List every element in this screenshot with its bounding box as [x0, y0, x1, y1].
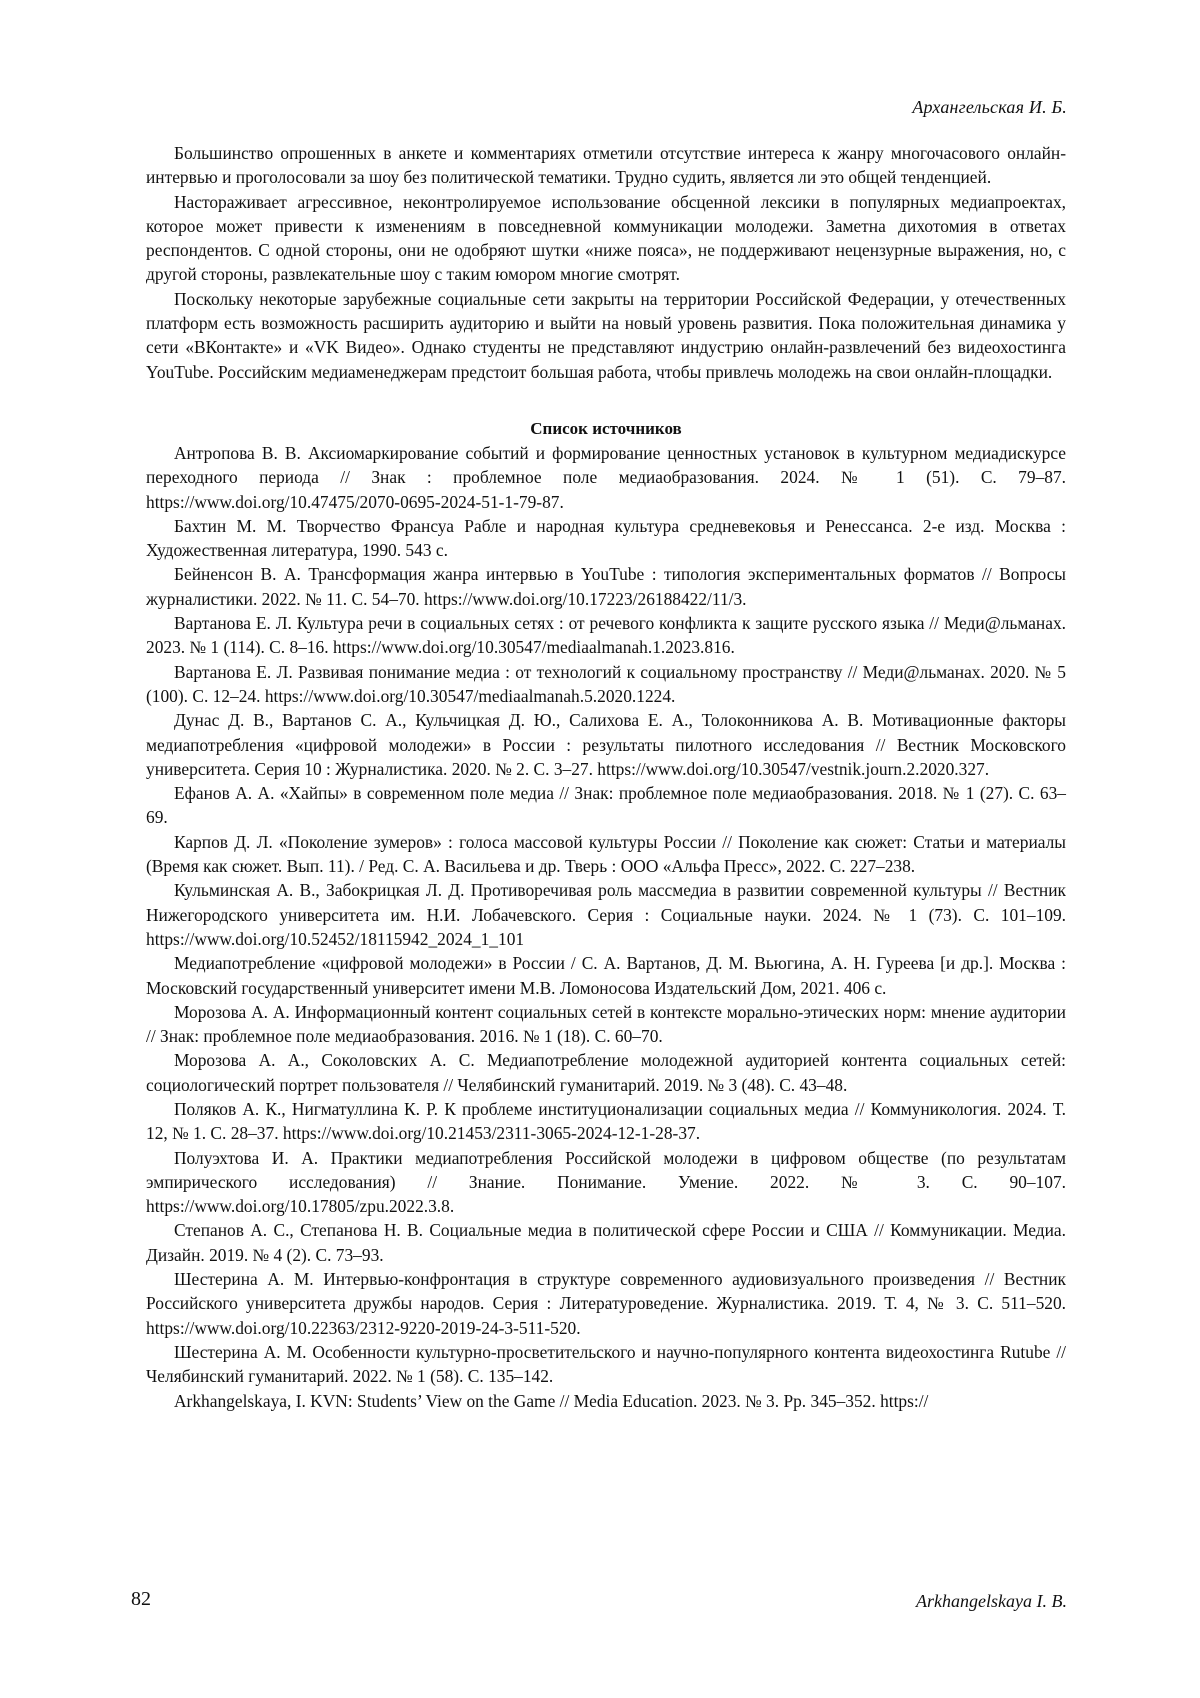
references-heading: Список источников	[530, 418, 682, 438]
reference-item: Вартанова Е. Л. Культура речи в социальных сетях : от речевого конфликта к защите русского языка // Меди@льманах. 2023. № 1 (114). С. 8–16. https://www.doi.org/10.30547/mediaalmanah.1.2023.816.	[146, 613, 1066, 658]
reference-item: Карпов Д. Л. «Поколение зумеров» : голоса массовой культуры России // Поколение как сюжет: Статьи и материалы (Время как сюжет. Вып. 11). / Ред. С. А. Васильева и др. Тверь : ООО «Альфа Пресс», 2022. С. 227–238.	[146, 831, 1066, 877]
reference-item: Бахтин М. М. Творчество Франсуа Рабле и народная культура средневековья и Ренессанса. 2-е изд. Москва : Художественная литература, 1990. 543 с.	[146, 515, 1066, 561]
reference-item: Шестерина А. М. Особенности культурно-просветительского и научно-популярного контента видеохостинга Rutube // Челябинский гуманитарий. 2022. № 1 (58). С. 135–142.	[146, 1341, 1066, 1387]
page-number: 82	[131, 1588, 151, 1610]
reference-item: Поляков А. К., Нигматуллина К. Р. К проблеме институционализации социальных медиа // Коммуникология. 2024. Т. 12, № 1. С. 28–37. https://www.doi.org/10.21453/2311-3065-2024-12-1-28-37.	[146, 1098, 1066, 1144]
reference-item: Кульминская А. В., Забокрицкая Л. Д. Противоречивая роль массмедиа в развитии современной культуры // Вестник Нижегородского университета им. Н.И. Лобачевского. Серия : Социальные науки. 2024. № 1 (73). С. 101–109. https://www.doi.org/10.52452/18115942_2024_1_101	[146, 880, 1066, 949]
reference-item: Шестерина А. М. Интервью-конфронтация в структуре современного аудиовизуального произведения // Вестник Российского университета дружбы народов. Серия : Литературоведение. Журналистика. 2019. Т. 4, № 3. С. 511–520. https://www.doi.org/10.22363/2312-9220-2019-24-3-511-520.	[146, 1269, 1066, 1338]
reference-item: Полуэхтова И. А. Практики медиапотребления Российской молодежи в цифровом обществе (по результатам эмпирического исследования) // Знание. Понимание. Умение. 2022. № 3. С. 90–107. https://www.doi.org/10.17805/zpu.2022.3.8.	[146, 1147, 1066, 1217]
reference-item: Ефанов А. А. «Хайпы» в современном поле медиа // Знак: проблемное поле медиаобразования. 2018. № 1 (27). С. 63–69.	[146, 783, 1066, 828]
body-paragraph: Большинство опрошенных в анкете и комментариях отметили отсутствие интереса к жанру многочасового онлайн-интервью и проголосовали за шоу без политической тематики. Трудно судить, является ли это общей тенденцией.	[146, 143, 1066, 188]
references-list	[146, 441, 1066, 1413]
reference-item: Arkhangelskaya, I. KVN: Students’ View on the Game // Media Education. 2023. № 3. Pp. 345–352. https://	[174, 1390, 929, 1411]
page-content	[146, 141, 1066, 1413]
reference-item: Медиапотребление «цифровой молодежи» в России / С. А. Вартанов, Д. М. Вьюгина, А. Н. Гуреева [и др.]. Москва : Московский государственный университет имени М.В. Ломоносова Издательский Дом, 2021. 406 с.	[146, 953, 1066, 998]
reference-item: Дунас Д. В., Вартанов С. А., Кульчицкая Д. Ю., Салихова Е. А., Толоконникова А. В. Мотивационные факторы медиапотребления «цифровой молодежи» в России : результаты пилотного исследования // Вестник Московского университета. Серия 10 : Журналистика. 2020. № 2. С. 3–27. https://www.doi.org/10.30547/vestnik.journ.2.2020.327.	[146, 710, 1066, 779]
body-paragraph: Поскольку некоторые зарубежные социальные сети закрыты на территории Российской Федерации, у отечественных платформ есть возможность расширить аудиторию и выйти на новый уровень развития. Пока положительная динамика у сети «ВКонтакте» и «VK Видео». Однако студенты не представляют индустрию онлайн-развлечений без видеохостинга YouTube. Российским медиаменеджерам предстоит большая работа, чтобы привлечь молодежь на свои онлайн-площадки.	[146, 288, 1066, 382]
reference-item: Морозова А. А. Информационный контент социальных сетей в контексте морально-этических норм: мнение аудитории // Знак: проблемное поле медиаобразования. 2016. № 1 (18). С. 60–70.	[146, 1001, 1066, 1047]
reference-item: Морозова А. А., Соколовских А. С. Медиапотребление молодежной аудиторией контента социальных сетей: социологический портрет пользователя // Челябинский гуманитарий. 2019. № 3 (48). С. 43–48.	[146, 1050, 1066, 1095]
reference-item: Вартанова Е. Л. Развивая понимание медиа : от технологий к социальному пространству // Меди@льманах. 2020. № 5 (100). С. 12–24. https://www.doi.org/10.30547/mediaalmanah.5.2020.1224.	[146, 661, 1066, 706]
reference-item: Бейненсон В. А. Трансформация жанра интервью в YouTube : типология экспериментальных форматов // Вопросы журналистики. 2022. № 11. С. 54–70. https://www.doi.org/10.17223/26188422/11/3.	[146, 564, 1066, 609]
reference-item: Степанов А. С., Степанова Н. В. Социальные медиа в политической сфере России и США // Коммуникации. Медиа. Дизайн. 2019. № 4 (2). С. 73–93.	[146, 1220, 1066, 1265]
reference-item: Антропова В. В. Аксиомаркирование событий и формирование ценностных установок в культурном медиадискурсе переходного периода // Знак : проблемное поле медиаобразования. 2024. № 1 (51). С. 79–87. https://www.doi.org/10.47475/2070-0695-2024-51-1-79-87.	[146, 442, 1066, 512]
body-paragraph: Настораживает агрессивное, неконтролируемое использование обсценной лексики в популярных медиапроектах, которое может привести к изменениям в повседневной коммуникации молодежи. Заметна дихотомия в ответах респондентов. С одной стороны, они не одобряют шутки «ниже пояса», не поддерживают нецензурные выражения, но, с другой стороны, развлекательные шоу с таким юмором многие смотрят.	[146, 191, 1066, 285]
running-head-author: Архангельская И. Б.	[912, 97, 1067, 117]
footer-author: Arkhangelskaya I. B.	[916, 1591, 1067, 1611]
